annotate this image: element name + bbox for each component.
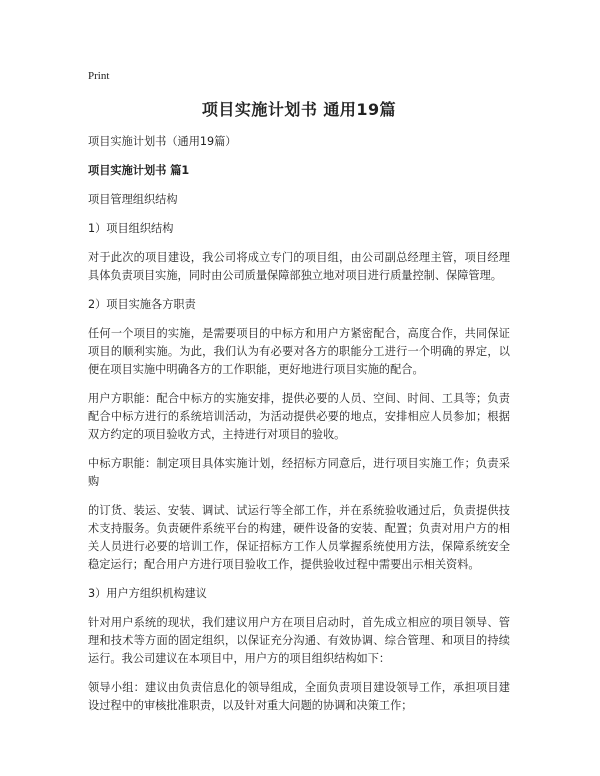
paragraph: 用户方职能：配合中标方的实施安排，提供必要的人员、空间、时间、工具等；负责配合中标方进行的系统培训活动，为活动提供必要的地点，安排相应人员参加；根据双方约定的项目验收方式，主持进行对项目的验收。 <box>88 392 510 441</box>
document-title: 项目实施计划书 通用19篇 <box>201 100 397 119</box>
paragraph: 中标方职能：制定项目具体实施计划，经招标方同意后，进行项目实施工作；负责采购 <box>88 457 510 488</box>
paragraph: 2）项目实施各方职责 <box>88 298 196 311</box>
paragraph: 项目实施计划书（通用19篇） <box>88 135 237 148</box>
document-body <box>88 133 510 726</box>
paragraph: 1）项目组织结构 <box>88 222 174 235</box>
paragraph: 任何一个项目的实施，是需要项目的中标方和用户方紧密配合，高度合作，共同保证项目的顺利实施。为此，我们认为有必要对各方的职能分工进行一个明确的界定，以便在项目实施中明确各方的工作职能，更好地进行项目实施的配合。 <box>88 327 510 376</box>
paragraph: 领导小组：建议由负责信息化的领导组成，全面负责项目建设领导工作，承担项目建设过程中的审核批准职责，以及针对重大问题的协调和决策工作； <box>88 681 510 712</box>
paragraph: 对于此次的项目建设，我公司将成立专门的项目组，由公司副总经理主管，项目经理具体负责项目实施，同时由公司质量保障部独立地对项目进行质量控制、保障管理。 <box>88 251 510 282</box>
paragraph: 3）用户方组织机构建议 <box>88 587 207 600</box>
print-link[interactable]: Print <box>88 70 110 82</box>
section-heading: 项目实施计划书 篇1 <box>88 164 190 177</box>
paragraph: 针对用户系统的现状，我们建议用户方在项目启动时，首先成立相应的项目领导、管理和技术等方面的固定组织，以保证充分沟通、有效协调、综合管理、和项目的持续运行。我公司建议在本项目中，用户方的项目组织结构如下： <box>88 616 510 665</box>
paragraph: 项目管理组织结构 <box>88 193 178 206</box>
paragraph: 的订货、装运、安装、调试、试运行等全部工作，并在系统验收通过后，负责提供技术支持服务。负责硬件系统平台的构建，硬件设备的安装、配置；负责对用户方的相关人员进行必要的培训工作，保证招标方工作人员掌握系统使用方法，保障系统安全稳定运行；配合用户方进行项目验收工作，提供验收过程中需要出示相关资料。 <box>88 504 510 571</box>
